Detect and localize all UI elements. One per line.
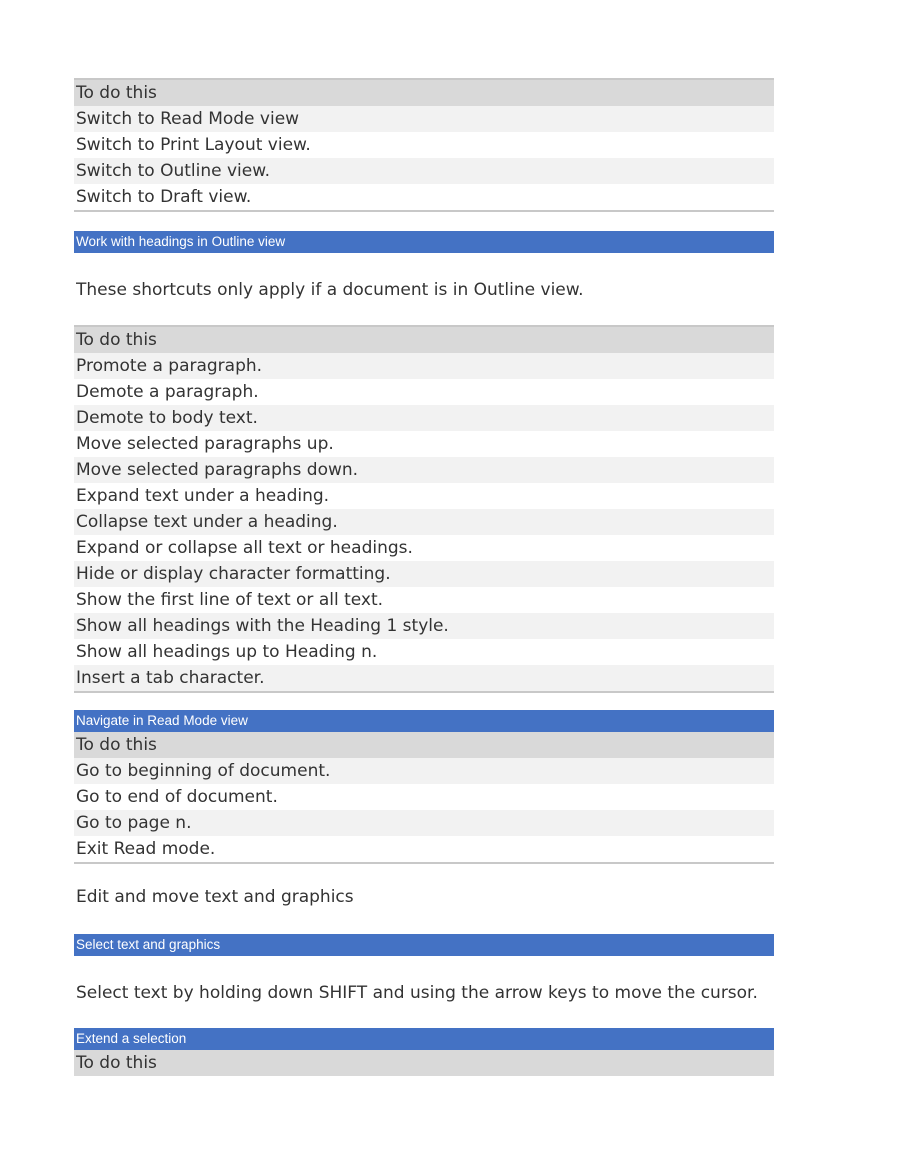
- table-cell: Expand or collapse all text or headings.: [74, 535, 774, 561]
- table-cell: Demote a paragraph.: [74, 379, 774, 405]
- table-row: [74, 431, 774, 457]
- table-cell: Move selected paragraphs up.: [74, 431, 774, 457]
- table-row: [74, 483, 774, 509]
- table-cell: Switch to Read Mode view: [74, 106, 774, 132]
- table-row: [74, 379, 774, 405]
- table-cell: Go to page n.: [74, 810, 774, 836]
- table-cell: Switch to Outline view.: [74, 158, 774, 184]
- table-cell: Exit Read mode.: [74, 836, 774, 863]
- table-header-row: [74, 79, 774, 106]
- table-row: [74, 457, 774, 483]
- table-cell: Hide or display character formatting.: [74, 561, 774, 587]
- read-mode-table: [74, 732, 774, 864]
- table-cell: Demote to body text.: [74, 405, 774, 431]
- table-row: [74, 158, 774, 184]
- table-row: [74, 665, 774, 692]
- section-heading-extend: Extend a selection: [74, 1028, 774, 1050]
- table-row: [74, 810, 774, 836]
- table-row: [74, 561, 774, 587]
- table-cell: Insert a tab character.: [74, 665, 774, 692]
- section-heading-outline: Work with headings in Outline view: [74, 231, 774, 253]
- table-row: [74, 613, 774, 639]
- extend-table: [74, 1050, 774, 1076]
- table-row: [74, 184, 774, 211]
- column-header: To do this: [74, 326, 774, 353]
- outline-intro-text: These shortcuts only apply if a document is in Outline view.: [76, 280, 584, 300]
- table-row: [74, 509, 774, 535]
- column-header: To do this: [74, 732, 774, 758]
- table-cell: Switch to Print Layout view.: [74, 132, 774, 158]
- table-row: [74, 535, 774, 561]
- table-cell: Switch to Draft view.: [74, 184, 774, 211]
- table-row: [74, 758, 774, 784]
- table-header-row: [74, 326, 774, 353]
- table-row: [74, 132, 774, 158]
- table-row: [74, 836, 774, 863]
- table-row: [74, 106, 774, 132]
- table-cell: Go to end of document.: [74, 784, 774, 810]
- section-heading-read-mode: Navigate in Read Mode view: [74, 710, 774, 732]
- outline-table: [74, 325, 774, 693]
- select-intro-text: Select text by holding down SHIFT and using the arrow keys to move the cursor.: [76, 983, 758, 1003]
- table-header-row: [74, 732, 774, 758]
- table-row: [74, 353, 774, 379]
- column-header: To do this: [74, 1050, 774, 1076]
- column-header: To do this: [74, 79, 774, 106]
- table-cell: Show all headings up to Heading n.: [74, 639, 774, 665]
- table-row: [74, 639, 774, 665]
- table-cell: Collapse text under a heading.: [74, 509, 774, 535]
- table-row: [74, 784, 774, 810]
- edit-move-heading: Edit and move text and graphics: [76, 887, 354, 907]
- table-cell: Promote a paragraph.: [74, 353, 774, 379]
- table-cell: Expand text under a heading.: [74, 483, 774, 509]
- views-table: [74, 78, 774, 212]
- table-row: [74, 587, 774, 613]
- table-row: [74, 405, 774, 431]
- table-header-row: [74, 1050, 774, 1076]
- table-cell: Go to beginning of document.: [74, 758, 774, 784]
- table-cell: Show all headings with the Heading 1 style.: [74, 613, 774, 639]
- table-cell: Show the first line of text or all text.: [74, 587, 774, 613]
- table-cell: Move selected paragraphs down.: [74, 457, 774, 483]
- section-heading-select: Select text and graphics: [74, 934, 774, 956]
